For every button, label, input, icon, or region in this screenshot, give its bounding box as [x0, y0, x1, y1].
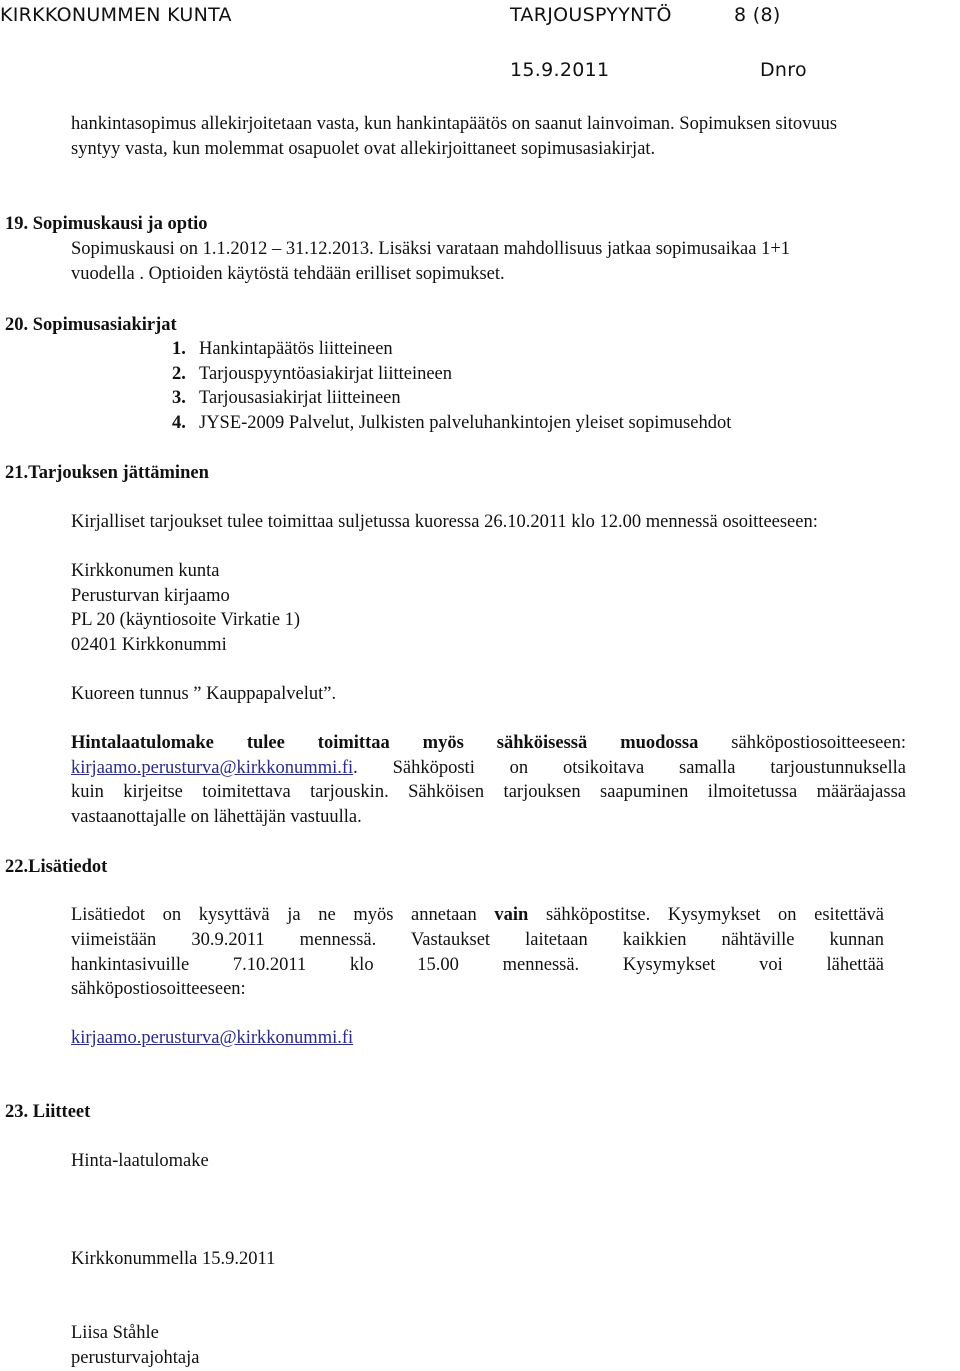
- section-19-line-2: vuodella . Optioiden käytöstä tehdään erilliset sopimukset.: [71, 264, 505, 284]
- list-item: [172, 362, 452, 387]
- signature-title: perusturvajohtaja: [71, 1348, 200, 1368]
- list-item: [172, 386, 401, 411]
- electronic-line-2: [71, 756, 906, 781]
- list-text: Tarjousasiakirjat liitteineen: [199, 388, 401, 408]
- list-item: [172, 337, 393, 362]
- info-line-1-a: Lisätiedot on kysyttävä ja ne myös annetaan: [71, 905, 495, 925]
- header-dnro: Dnro: [760, 59, 807, 81]
- signature-name: Liisa Ståhle: [71, 1323, 159, 1343]
- section-21-heading: 21.Tarjouksen jättäminen: [5, 463, 209, 483]
- header-doc-type: TARJOUSPYYNTÖ: [510, 4, 672, 26]
- envelope-label: Kuoreen tunnus ” Kauppapalvelut”.: [71, 684, 337, 704]
- list-text: Tarjouspyyntöasiakirjat liitteineen: [199, 364, 453, 384]
- info-line-2: viimeistään 30.9.2011 mennessä. Vastaukset laitetaan kaikkien nähtäville kunnan: [71, 930, 884, 950]
- list-number: 1.: [172, 339, 186, 359]
- address-line: Perusturvan kirjaamo: [71, 586, 230, 606]
- address-line: Kirkkonumen kunta: [71, 561, 220, 581]
- list-text: JYSE-2009 Palvelut, Julkisten palveluhankintojen yleiset sopimusehdot: [199, 413, 732, 433]
- electronic-line-2-rest: . Sähköposti on otsikoitava samalla tarjoustunnuksella: [353, 758, 906, 778]
- electronic-line-3: kuin kirjeitse toimitettava tarjouskin. Sähköisen tarjouksen saapuminen ilmoitetussa määräajassa: [71, 782, 906, 802]
- section-20-heading: 20. Sopimusasiakirjat: [5, 315, 177, 335]
- section-19-heading: 19. Sopimuskausi ja optio: [5, 214, 208, 234]
- electronic-bold: Hintalaatulomake tulee toimittaa myös sähköisessä muodossa: [71, 733, 699, 753]
- electronic-rest: sähköpostiosoitteeseen:: [698, 733, 906, 753]
- address-line: 02401 Kirkkonummi: [71, 635, 227, 655]
- info-line-4: sähköpostiosoitteeseen:: [71, 979, 246, 999]
- deadline-text: Kirjalliset tarjoukset tulee toimittaa suljetussa kuoressa 26.10.2011 klo 12.00 mennessä osoitteeseen:: [71, 512, 818, 532]
- header-org: KIRKKONUMMEN KUNTA: [0, 4, 232, 26]
- list-number: 3.: [172, 388, 186, 408]
- section-23-heading: 23. Liitteet: [5, 1102, 91, 1122]
- info-line-1: [71, 903, 884, 928]
- address-line: PL 20 (käyntiosoite Virkatie 1): [71, 610, 301, 630]
- list-item: [172, 411, 731, 436]
- header-page: 8 (8): [734, 4, 781, 26]
- intro-line-1: hankintasopimus allekirjoitetaan vasta, kun hankintapäätös on saanut lainvoiman. Sopimuksen sitovuus: [71, 114, 838, 134]
- electronic-line-4: vastaanottajalle on lähettäjän vastuulla.: [71, 807, 362, 827]
- attachment-item: Hinta-laatulomake: [71, 1151, 209, 1171]
- email-link[interactable]: kirjaamo.perusturva@kirkkonummi.fi: [71, 758, 354, 778]
- electronic-line-1: [71, 731, 906, 756]
- header-date: 15.9.2011: [510, 59, 610, 81]
- list-number: 2.: [172, 364, 186, 384]
- section-19-line-1: Sopimuskausi on 1.1.2012 – 31.12.2013. Lisäksi varataan mahdollisuus jatkaa sopimusaikaa 1+1: [71, 239, 790, 259]
- list-text: Hankintapäätös liitteineen: [199, 339, 393, 359]
- info-line-1-b: sähköpostitse. Kysymykset on esitettävä: [528, 905, 884, 925]
- section-22-heading: 22.Lisätiedot: [5, 857, 108, 877]
- signature-place-date: Kirkkonummella 15.9.2011: [71, 1249, 276, 1269]
- info-line-1-bold: vain: [494, 905, 529, 925]
- list-number: 4.: [172, 413, 186, 433]
- email-link[interactable]: kirjaamo.perusturva@kirkkonummi.fi: [71, 1028, 354, 1048]
- info-line-3: hankintasivuille 7.10.2011 klo 15.00 mennessä. Kysymykset voi lähettää: [71, 955, 884, 975]
- intro-line-2: syntyy vasta, kun molemmat osapuolet ovat allekirjoittaneet sopimusasiakirjat.: [71, 139, 656, 159]
